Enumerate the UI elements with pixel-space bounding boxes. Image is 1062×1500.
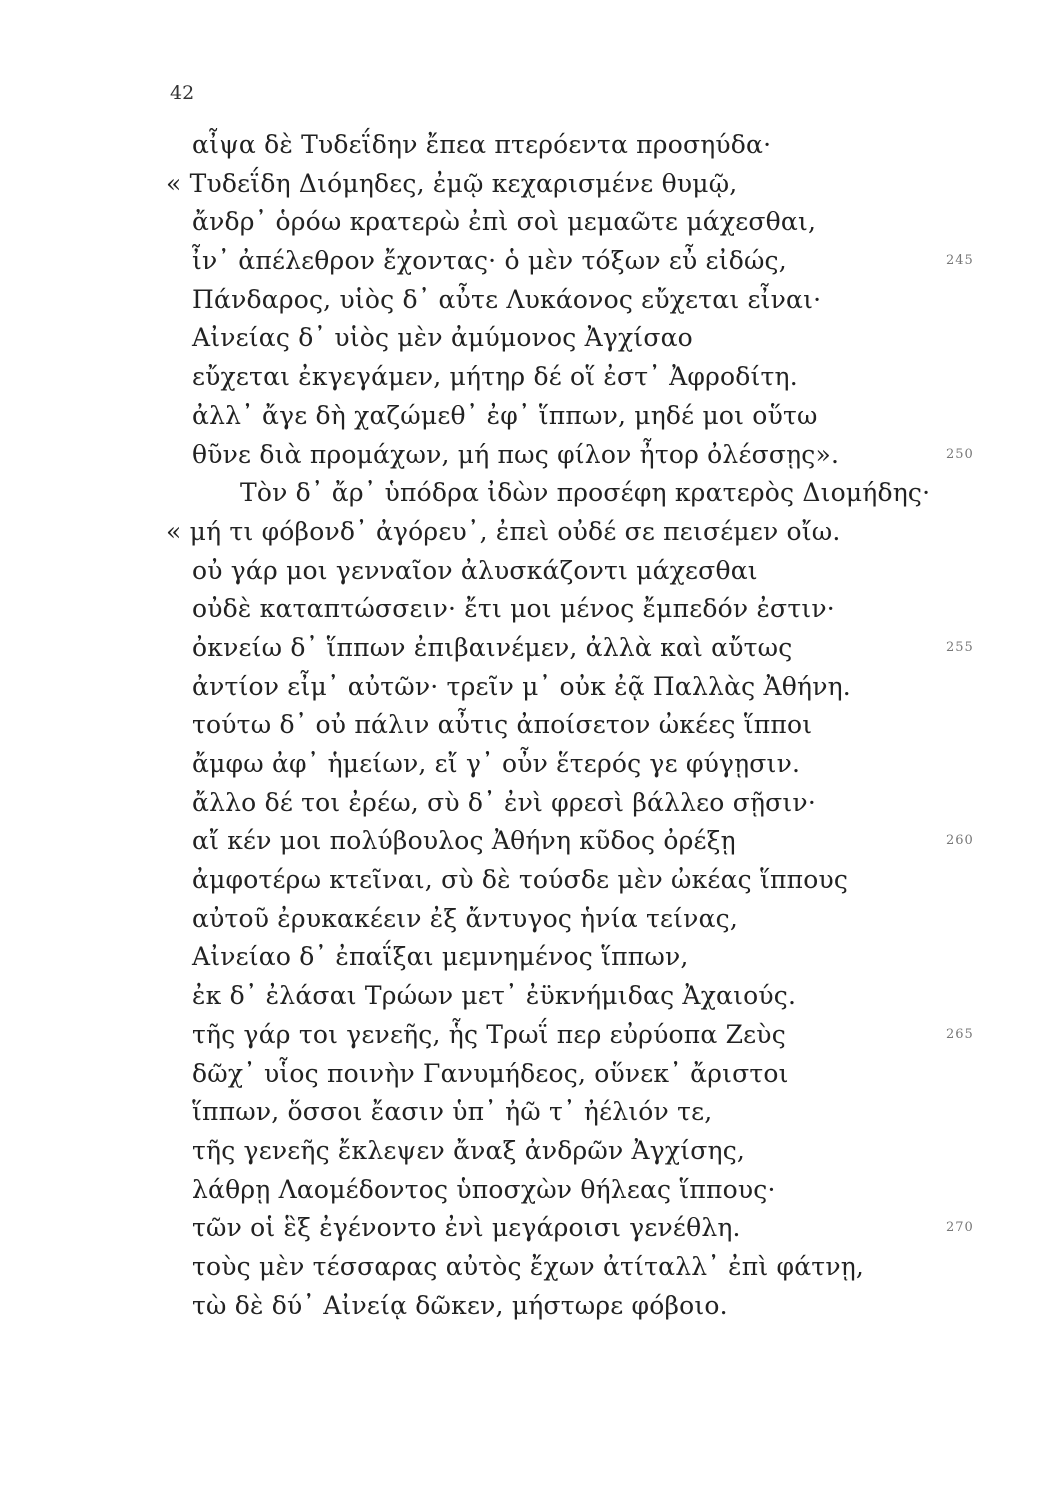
verse-text: ἀλλ᾽ ἄγε δὴ χαζώμεθ᾽ ἐφ᾽ ἵππων, μηδέ μοι οὕτω	[192, 400, 818, 430]
verse-text: ἀμφοτέρω κτεῖναι, σὺ δὲ τούσδε μὲν ὠκέας ἵππους	[192, 865, 849, 895]
page-number: 42	[170, 82, 195, 104]
verse-text: εὔχεται ἐκγεγάμεν, μήτηρ δέ οἵ ἐστ᾽ Ἀφροδίτη.	[192, 362, 798, 392]
verse-text: τῶν οἱ ἓξ ἐγένοντο ἐνὶ μεγάροισι γενέθλη.	[192, 1213, 741, 1243]
verse-number: 250	[946, 446, 974, 462]
verse-line	[0, 165, 1062, 204]
verse-line	[0, 977, 1062, 1016]
verse-line	[0, 1132, 1062, 1171]
verse-text: τούτω δ᾽ οὐ πάλιν αὖτις ἀποίσετον ὠκέες ἵπποι	[192, 710, 813, 740]
verse-text: οὐ γάρ μοι γενναῖον ἀλυσκάζοντι μάχεσθαι	[192, 555, 758, 585]
verse-number: 255	[946, 639, 974, 655]
verse-text: ἄνδρ᾽ ὁρόω κρατερὼ ἐπὶ σοὶ μεμαῶτε μάχεσθαι,	[192, 207, 817, 237]
verse-text: τῆς γάρ τοι γενεῆς, ἧς Τρωΐ περ εὐρύοπα Ζεὺς	[192, 1019, 786, 1049]
verse-number: 270	[946, 1220, 974, 1236]
verse-text: ἐκ δ᾽ ἐλάσαι Τρώων μετ᾽ ἐϋκνήμιδας Ἀχαιούς.	[192, 981, 797, 1011]
verse-line	[0, 513, 1062, 552]
verse-text: ὀκνείω δ᾽ ἵππων ἐπιβαινέμεν, ἀλλὰ καὶ αὔτως	[192, 632, 793, 662]
verse-text: Αἰνείας δ᾽ υἱὸς μὲν ἀμύμονος Ἀγχίσαο	[192, 323, 693, 353]
verse-line	[0, 822, 1062, 861]
verse-text: αἴ κέν μοι πολύβουλος Ἀθήνη κῦδος ὀρέξῃ	[192, 826, 736, 856]
verse-text: Τὸν δ᾽ ἄρ᾽ ὑπόδρα ἰδὼν προσέφη κρατερὸς Διομήδης·	[240, 478, 931, 508]
verse-line	[0, 900, 1062, 939]
verse-line	[0, 436, 1062, 475]
verse-line	[0, 938, 1062, 977]
verse-text: τοὺς μὲν τέσσαρας αὐτὸς ἔχων ἀτίταλλ᾽ ἐπὶ φάτνῃ,	[192, 1251, 865, 1281]
verse-text: αἶψα δὲ Τυδεΐδην ἔπεα πτερόεντα προσηύδα·	[192, 130, 772, 159]
verse-line	[0, 590, 1062, 629]
verse-line	[0, 281, 1062, 320]
verse-text: ἄμφω ἀφ᾽ ἡμείων, εἴ γ᾽ οὖν ἕτερός γε φύγῃσιν.	[192, 749, 801, 778]
verse-text: τῆς γενεῆς ἔκλεψεν ἄναξ ἀνδρῶν Ἀγχίσης,	[192, 1135, 746, 1165]
verse-line	[0, 126, 1062, 165]
verse-line	[0, 1171, 1062, 1210]
verse-text: δῶχ᾽ υἷος ποινὴν Γανυμήδεος, οὕνεκ᾽ ἄριστοι	[192, 1058, 789, 1088]
verse-text: ἶν᾽ ἀπέλεθρον ἔχοντας· ὁ μὲν τόξων εὖ εἰδώς,	[192, 246, 787, 276]
verse-line	[0, 1287, 1062, 1326]
verse-line	[0, 745, 1062, 784]
verse-line	[0, 203, 1062, 242]
verse-line	[0, 668, 1062, 707]
verse-line	[0, 242, 1062, 281]
verse-number: 245	[946, 253, 974, 269]
verse-text: οὐδὲ καταπτώσσειν· ἔτι μοι μένος ἔμπεδόν ἐστιν·	[192, 594, 835, 624]
verse-line	[0, 861, 1062, 900]
verse-line	[0, 474, 1062, 513]
verse-line	[0, 319, 1062, 358]
verse-text: ἀντίον εἶμ᾽ αὐτῶν· τρεῖν μ᾽ οὐκ ἐᾷ Παλλὰς Ἀθήνη.	[192, 671, 851, 701]
verse-line	[0, 1093, 1062, 1132]
verse-line	[0, 397, 1062, 436]
verse-text: λάθρῃ Λαομέδοντος ὑποσχὼν θήλεας ἵππους·	[192, 1174, 776, 1204]
verse-text: ἵππων, ὅσσοι ἔασιν ὑπ᾽ ἠῶ τ᾽ ἠέλιόν τε,	[192, 1097, 713, 1127]
verse-number: 260	[946, 833, 974, 849]
verse-block	[0, 126, 1062, 1325]
verse-text: τὼ δὲ δύ᾽ Αἰνείᾳ δῶκεν, μήστωρε φόβοιο.	[192, 1290, 728, 1320]
verse-text: « Τυδεΐδη Διόμηδες, ἐμῷ κεχαρισμένε θυμῷ,	[166, 168, 738, 198]
verse-text: Αἰνείαο δ᾽ ἐπαΐξαι μεμνημένος ἵππων,	[192, 942, 689, 972]
verse-line	[0, 1248, 1062, 1287]
verse-number: 265	[946, 1026, 974, 1042]
verse-line	[0, 629, 1062, 668]
verse-line	[0, 1209, 1062, 1248]
verse-text: ἄλλο δέ τοι ἐρέω, σὺ δ᾽ ἐνὶ φρεσὶ βάλλεο σῇσιν·	[192, 787, 816, 817]
verse-text: « μή τι φόβονδ᾽ ἀγόρευ᾽, ἐπεὶ οὐδέ σε πεισέμεν οἴω.	[166, 516, 841, 546]
verse-line	[0, 552, 1062, 591]
verse-line	[0, 1016, 1062, 1055]
verse-text: αὐτοῦ ἐρυκακέειν ἐξ ἄντυγος ἡνία τείνας,	[192, 903, 739, 933]
verse-text: Πάνδαρος, υἱὸς δ᾽ αὖτε Λυκάονος εὔχεται εἶναι·	[192, 284, 822, 314]
verse-line	[0, 706, 1062, 745]
verse-line	[0, 1055, 1062, 1094]
verse-line	[0, 358, 1062, 397]
verse-text: θῦνε διὰ προμάχων, μή πως φίλον ἦτορ ὀλέσσῃς».	[192, 439, 840, 469]
verse-line	[0, 784, 1062, 823]
